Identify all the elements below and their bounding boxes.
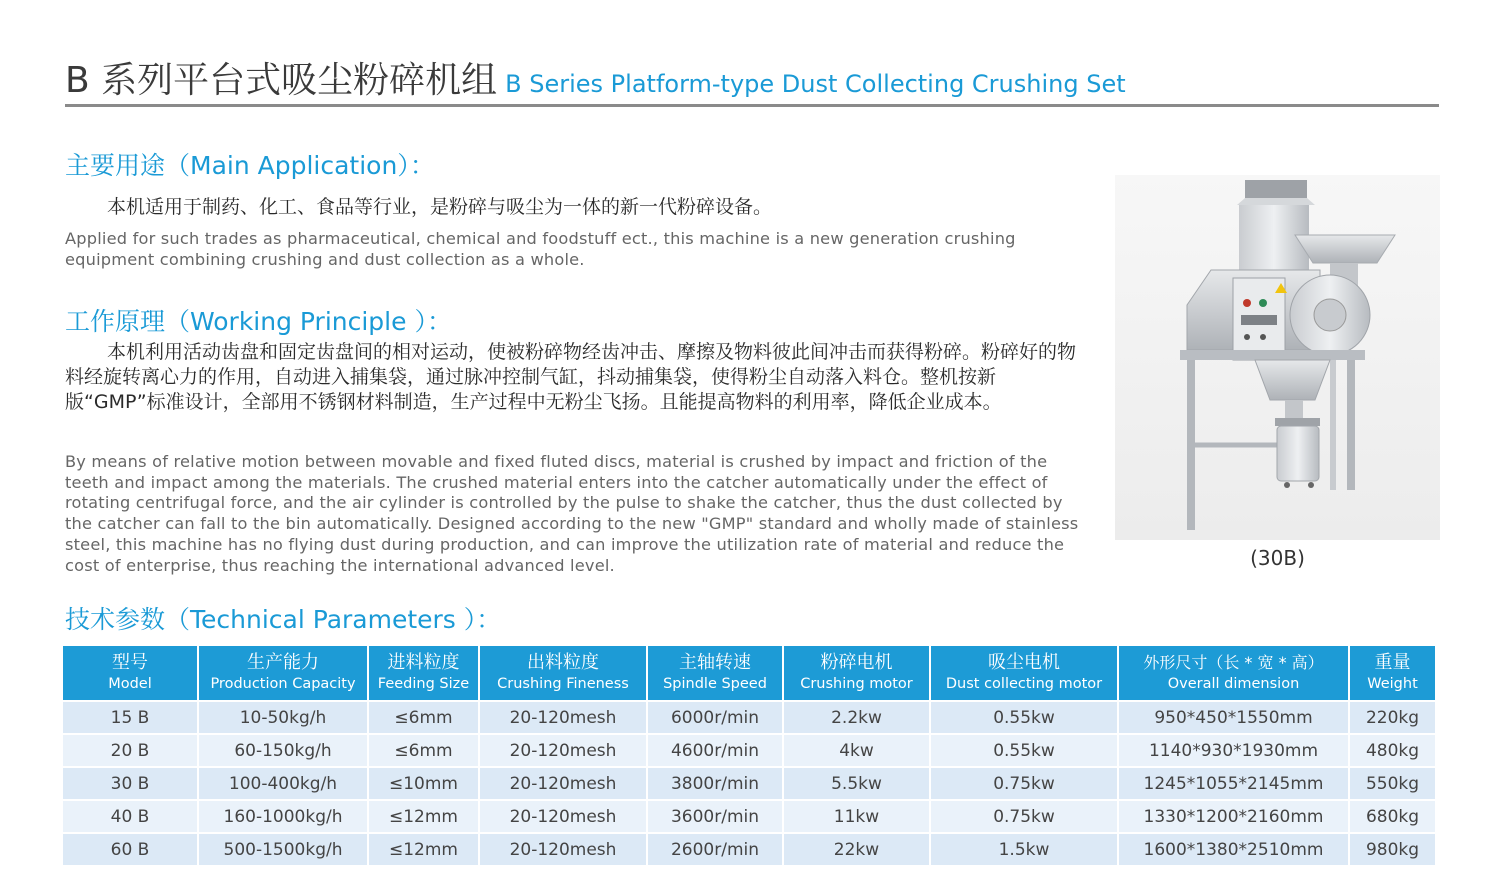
table-cell: ≤6mm [368,701,479,734]
table-cell: 2.2kw [783,701,930,734]
table-cell: 1.5kw [930,833,1118,865]
column-header-cn: 重量 [1374,652,1411,673]
table-cell: 20-120mesh [479,767,647,800]
column-header-en: Feeding Size [377,676,470,692]
column-header-fineness [479,646,647,701]
table-cell: 6000r/min [647,701,783,734]
column-header-cn: 出料粒度 [527,652,599,673]
column-header-cn: 外形尺寸（长 * 宽 * 高） [1143,653,1324,672]
column-header-feeding-size [368,646,479,701]
table-row [63,833,1435,865]
table-cell: 0.55kw [930,734,1118,767]
column-header-capacity [198,646,368,701]
column-header-spindle-speed [647,646,783,701]
table-cell: 3800r/min [647,767,783,800]
column-header-cn: 进料粒度 [387,652,460,673]
technical-parameters-table [63,646,1435,865]
column-header-en: Production Capacity [210,676,356,692]
column-header-en: Crushing Fineness [497,676,629,692]
table-cell: 4kw [783,734,930,767]
column-header-en: Spindle Speed [663,676,767,692]
table-cell: 30 B [63,767,198,800]
table-cell: 1600*1380*2510mm [1118,833,1349,865]
column-header-en: Weight [1367,676,1418,692]
crusher-machine-icon [1115,175,1440,540]
table-cell: 950*450*1550mm [1118,701,1349,734]
column-header-en: Crushing motor [800,676,913,692]
table-cell: 480kg [1349,734,1435,767]
table-cell: 20-120mesh [479,833,647,865]
table-cell: 4600r/min [647,734,783,767]
table-cell: 3600r/min [647,800,783,833]
application-heading: 主要用途（Main Application）： [65,151,435,180]
table-cell: ≤10mm [368,767,479,800]
table-cell: 2600r/min [647,833,783,865]
table-cell: 0.55kw [930,701,1118,734]
column-header-dimension [1118,646,1349,701]
column-header-en: Dust collecting motor [945,676,1103,692]
table-cell: 40 B [63,800,198,833]
table-cell: 60 B [63,833,198,865]
table-cell: ≤6mm [368,734,479,767]
table-cell: 0.75kw [930,767,1118,800]
table-cell: 1330*1200*2160mm [1118,800,1349,833]
column-header-cn: 粉碎电机 [820,652,893,673]
principle-text-en: By means of relative motion between movable and fixed fluted discs, material is crushed by impact and friction of the teeth and impact among the materials. The crushed material enters into the catcher automatically under the effect of rotating centrifugal force, and the air cylinder is controlled by the pulse to shake the catcher, thus the dust collected by the catcher can fall to the bin automatically. Designed according to the new "GMP" standard and wholly made of stainless steel, this machine has no flying dust during production, and can improve the utilization rate of material and reduce the cost of enterprise, thus reaching the international advanced level. [65,452,1079,575]
column-header-cn: 型号 [112,652,148,673]
page-title-en: B Series Platform-type Dust Collecting Crushing Set [505,70,1126,98]
table-cell: 15 B [63,701,198,734]
table-cell: ≤12mm [368,800,479,833]
table-cell: 20-120mesh [479,701,647,734]
column-header-crushing-motor [783,646,930,701]
table-cell: 1245*1055*2145mm [1118,767,1349,800]
table-cell: 10-50kg/h [198,701,368,734]
application-text-en: Applied for such trades as pharmaceutical, chemical and foodstuff ect., this machine is a new generation crushing equipment combining crushing and dust collection as a whole. [65,229,1016,269]
table-row [63,734,1435,767]
column-header-weight [1349,646,1435,701]
column-header-cn: 生产能力 [247,652,319,673]
table-cell: 20 B [63,734,198,767]
column-header-dust-motor [930,646,1118,701]
table-cell: 0.75kw [930,800,1118,833]
application-text-cn: 本机适用于制药、化工、食品等行业，是粉碎与吸尘为一体的新一代粉碎设备。 [107,196,773,218]
table-cell: 5.5kw [783,767,930,800]
table-cell: 20-120mesh [479,734,647,767]
table-cell: 500-1500kg/h [198,833,368,865]
table-cell: 100-400kg/h [198,767,368,800]
table-cell: 20-120mesh [479,800,647,833]
table-cell: ≤12mm [368,833,479,865]
table-header-row [63,646,1435,701]
column-header-cn: 主轴转速 [679,652,751,673]
table-cell: 22kw [783,833,930,865]
table-cell: 160-1000kg/h [198,800,368,833]
column-header-en: Overall dimension [1167,676,1300,692]
principle-text-cn: 本机利用活动齿盘和固定齿盘间的相对运动，使被粉碎物经齿冲击、摩擦及物料彼此间冲击而获得粉碎。粉碎好的物料经旋转离心力的作用，自动进入捕集袋，通过脉冲控制气缸，抖动捕集袋，使得粉尘自动落入料仓。整机按新版“GMP”标准设计，全部用不锈钢材料制造，生产过程中无粉尘飞扬。且能提高物料的利用率，降低企业成本。 [65,341,1077,413]
table-cell: 980kg [1349,833,1435,865]
page-title [65,52,1126,103]
principle-heading: 工作原理（Working Principle ）： [65,307,452,336]
table-cell: 11kw [783,800,930,833]
table-cell: 220kg [1349,701,1435,734]
table-cell: 550kg [1349,767,1435,800]
title-divider [65,104,1439,107]
page-title-cn: B 系列平台式吸尘粉碎机组 [65,60,498,101]
column-header-model [63,646,198,701]
column-header-cn: 吸尘电机 [988,652,1060,673]
table-cell: 1140*930*1930mm [1118,734,1349,767]
image-caption: (30B) [1250,546,1305,570]
table-cell: 60-150kg/h [198,734,368,767]
table-row [63,800,1435,833]
crusher-machine-illustration [1115,175,1440,540]
table-row [63,767,1435,800]
parameters-heading: 技术参数（Technical Parameters ）： [65,605,502,634]
column-header-en: Model [108,676,152,692]
table-row [63,701,1435,734]
table-cell: 680kg [1349,800,1435,833]
